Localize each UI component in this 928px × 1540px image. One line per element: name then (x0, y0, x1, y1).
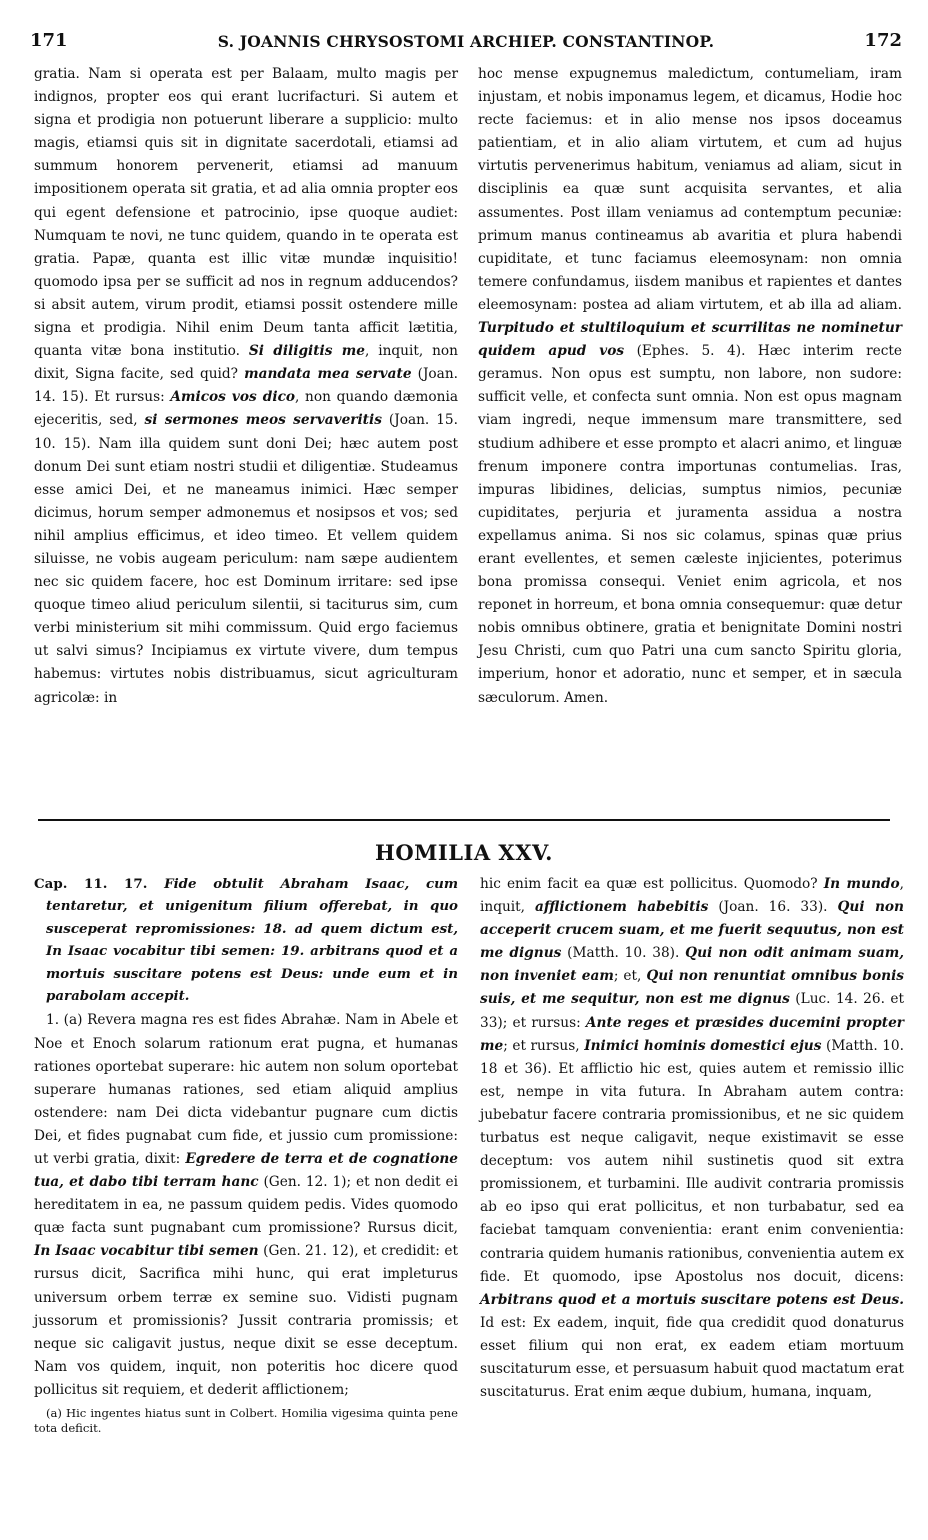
text-run: , inquit, (480, 876, 904, 916)
homily-title: HOMILIA XXV. (375, 840, 553, 865)
top-right-paragraph (478, 63, 902, 710)
text-run: (Ephes. 5. 4). Hæc interim recte geramus. Non opus est sumptu, non labore, non sudore: sufficit velle, et confecta sunt omnia. Non est opus magnam viam ingredi, neque immensum mare transmittere, sed studium adhibere et esse prompto et alacri animo, et linguæ frenum imponere contra importunas contumelias. Iras, impuras libidines, delicias, sumptus nimios, pecuniæ cupiditates, perjuria et juramenta assidua a nostra expellamus anima. Si nos sic colamus, spinas quæ prius erant evellentes, et semen cæleste injicientes, poterimus bona promissa consequi. Veniet enim agricola, et nos reponet in horreum, et bona omnia consequemur: quæ detur nobis omnibus obtinere, gratia et benignitate Domini nostri Jesu Christi, cum quo Patri una cum sancto Spiritu gloria, imperium, honor et adoratio, nunc et semper, et in sæcula sæculorum. Amen. (478, 343, 902, 706)
italic-quote: In mundo (823, 876, 900, 892)
italic-quote: mandata mea servate (244, 366, 412, 383)
italic-quote: Ante reges et præsides ducemini propter me (480, 1014, 904, 1054)
text-run: (Joan. 15. 10. 15). Nam illa quidem sunt doni Dei; hæc autem post donum Dei sunt etiam nostri studii et diligentiæ. Studeamus esse amici Dei, et ne maneamus inimici. Hæc semper dicimus, horum semper admonemus et nosipsos et vos; sed nihil amplius efficimus, et ideo timeo. Et vellem quidem siluisse, ne vobis augeam periculum: nam sæpe audientem nec sic quidem facere, hoc est Dominum irritare: sed ipse quoque timeo aliud periculum silentii, si taciturus sim, cum verbi ministerium sit mihi commissum. Quid ergo faciemus ut salvi simus? Incipiamus ex virtute vivere, dum tempus habemus: virtutes nobis distribuamus, sicut agriculturam agricolæ: in (34, 412, 458, 706)
text-run: (Joan. 16. 33). (708, 899, 838, 916)
italic-quote: In Isaac vocabitur tibi semen (34, 1243, 259, 1260)
top-right-column (478, 63, 902, 710)
text-run: (Joan. 14. 15). Et rursus: (34, 366, 458, 406)
chapter-label: Cap. 11. 17. (34, 876, 165, 892)
text-run: (Gen. 12. 1); et non dedit ei hereditatem in ea, ne passum quidem pedis. Vides quomodo quæ facta sunt pugnabant cum promissione? Rursus dicit, (34, 1174, 458, 1237)
italic-quote: Amicos vos dico (170, 389, 296, 406)
italic-quote: Arbitrans quod et a mortuis suscitare potens est Deus. (480, 1291, 904, 1308)
text-run: ; et rursus, (503, 1037, 585, 1054)
running-title: S. JOANNIS CHRYSOSTOMI ARCHIEP. CONSTANTINOP. (217, 32, 715, 51)
footnote: (a) Hic ingentes hiatus sunt in Colbert. Homilia vigesima quinta pene tota deficit. (34, 1406, 458, 1436)
text-run: hoc mense expugnemus maledictum, contumeliam, iram injustam, et nobis imponamus legem, et dicamus, Hodie hoc recte faciemus: et in alio mense nos ipsos doceamus patientiam, et in alio aliam virtutem, et cum ad hujus virtutis pervenerimus habitum, veniamus ad aliam, sicut in disciplinis ea quæ sunt acquisita servantes, et alia assumentes. Post illam veniamus ad contemptum pecuniæ: primum manus contineamus ab avaritia et plura habendi cupiditate, et tunc faciamus eleemosynam: non omnia temere confundamus, iisdem manibus et rapientes et dantes eleemosynam: postea ad aliam virtutem, et ab illa ad aliam. (478, 66, 902, 313)
italic-quote: si sermones meos servaveritis (144, 412, 382, 429)
homily-right-paragraph (480, 873, 904, 1404)
homily-right-column (480, 873, 904, 1404)
page-number-right: 172 (864, 30, 902, 51)
chapter-verse-quote (34, 873, 458, 1007)
text-run: (Gen. 21. 12), et credidit: et rursus dicit, Sacrifica mihi hunc, qui erat impleturus universum orbem terræ ex semine suo. Vidisti pugnam jussorum et promissionis? Jussit contraria promissis; et neque sic caligavit justus, neque dixit se esse deceptum. Nam vos quidem, inquit, non poteritis hoc dicere quod pollicitus sit requiem, et dederit afflictionem; (34, 1243, 458, 1398)
top-left-paragraph (34, 63, 458, 710)
italic-quote: Qui non odit animam suam, non inveniet eam (480, 945, 904, 985)
text-run: ; et, (613, 968, 647, 985)
text-run: gratia. Nam si operata est per Balaam, multo magis per indignos, propter eos qui erant lucrifacturi. Si autem et signa et prodigia non potuerunt liberare a supplicio: multo magis, etiamsi quis sit in dignitate sacerdotali, etiamsi ad summum honorem pervenerit, etiamsi ad manuum impositionem operata sit gratia, et ad alia omnia propter eos qui egent defensione et patrocinio, ipse quoque audiet: Numquam te novi, ne tunc quidem, quando in te operata est gratia. Papæ, quanta est illic vitæ mundæ inquisitio! quomodo ipsa per se sufficit ad nos in regnum adducendos? si absit autem, virum prodit, etiamsi possit ostendere mille signa et prodigia. Nihil enim Deum tanta afficit lætitia, quanta vitæ bona institutio. (34, 66, 458, 360)
page-number-left: 171 (30, 30, 68, 51)
italic-quote: Turpitudo et stultiloquium et scurrilitas ne nominetur quidem apud vos (478, 320, 902, 360)
italic-quote: afflictionem habebitis (534, 899, 709, 916)
text-run: , inquit, non dixit, Signa facite, sed quid? (34, 343, 458, 383)
text-run: (Matth. 10. 18 et 36). Et afflictio hic est, quies autem et remissio illic est, nempe in vita futura. In Abraham autem contra: jubebatur facere contraria promissionibus, et ne sic quidem turbatus est neque caligavit, neque existimavit se esse deceptum: vos autem nihil sustinetis quod sit extra promissionem, et turbamini. Ille audivit contraria promissis ab eo ipso qui erat pollicitus, et non turbabatur, sed ea faciebat tamquam convenientia: erant enim convenientia: contraria quidem humanis rationibus, convenientia autem ex fide. Et quomodo, ipse Apostolus nos docuit, dicens: (480, 1037, 904, 1285)
section-divider (38, 819, 890, 821)
text-run: (Luc. 14. 26. et 33); et rursus: (480, 991, 904, 1031)
text-run: (Matth. 10. 38). (561, 945, 686, 962)
top-left-column (34, 63, 458, 710)
italic-quote: Egredere de terra et de cognatione tua, et dabo tibi terram hanc (34, 1151, 458, 1191)
running-header (30, 30, 902, 56)
text-run: , non quando dæmonia ejeceritis, sed, (34, 389, 459, 429)
text-run: Id est: Ex eadem, inquit, fide qua credidit quod donaturus esset filium qui non erat, ex eadem etiam mortuum suscitaturum esse, et persuasum habuit quod mactatum erat suscitaturus. Erat enim æque dubium, humana, inquam, (480, 1314, 904, 1401)
text-run: 1. (a) Revera magna res est fides Abrahæ. Nam in Abele et Noe et Enoch solarum rationum erat pugna, et humanas rationes oportebat superare: hic autem non solum oportebat superare humanas rationes, sed etiam aliquid amplius ostendere: nam Dei dicta videbantur pugnare cum dictis Dei, et fides pugnabat cum fide, et jussio cum promissione: ut verbi gratia, dixit: (34, 1012, 458, 1167)
homily-left-column (34, 873, 458, 1436)
homily-left-paragraph (34, 1009, 458, 1402)
chapter-verse-text: Fide obtulit Abraham Isaac, cum tentaretur, et unigenitum filium offerebat, in quo susceperat repromissiones: 18. ad quem dictum est, In Isaac vocabitur tibi semen: 19. arbitrans quod et a mortuis suscitare potens est Deus: unde eum et in parabolam accepit. (46, 876, 459, 1005)
italic-quote: Qui non acceperit crucem suam, et me fuerit sequutus, non est me dignus (480, 899, 904, 962)
italic-quote: Si diligitis me (248, 343, 365, 360)
italic-quote: Inimici hominis domestici ejus (584, 1037, 822, 1054)
text-run: hic enim facit ea quæ est pollicitus. Quomodo? (480, 876, 824, 892)
italic-quote: Qui non renuntiat omnibus bonis suis, et me sequitur, non est me dignus (480, 968, 904, 1008)
